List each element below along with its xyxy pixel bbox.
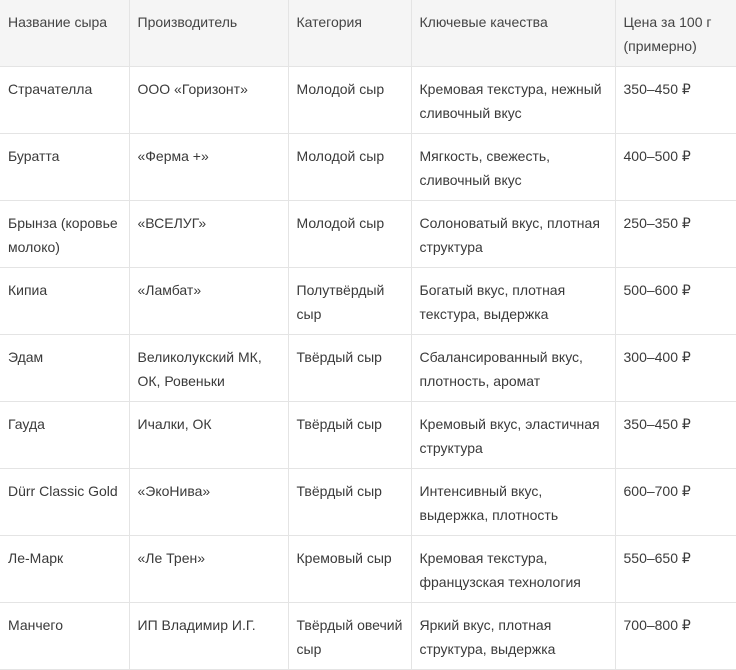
cell-key-qualities: Кремовый вкус, эластичная структура bbox=[411, 402, 615, 469]
cell-key-qualities: Кремовая текстура, нежный сливочный вкус bbox=[411, 67, 615, 134]
table-row bbox=[0, 402, 736, 469]
cell-category: Молодой сыр bbox=[288, 134, 411, 201]
cell-price: 250–350 ₽ bbox=[615, 201, 736, 268]
cell-producer: ООО «Горизонт» bbox=[129, 67, 288, 134]
table-row bbox=[0, 469, 736, 536]
cell-key-qualities: Мягкость, свежесть, сливочный вкус bbox=[411, 134, 615, 201]
cell-price: 700–800 ₽ bbox=[615, 603, 736, 670]
cell-category: Кремовый сыр bbox=[288, 536, 411, 603]
cell-category: Твёрдый овечий сыр bbox=[288, 603, 411, 670]
cell-cheese-name: Гауда bbox=[0, 402, 129, 469]
header-cheese-name: Название сыра bbox=[0, 0, 129, 67]
cell-cheese-name: Манчего bbox=[0, 603, 129, 670]
cell-price: 500–600 ₽ bbox=[615, 268, 736, 335]
cell-key-qualities: Сбалансированный вкус, плотность, аромат bbox=[411, 335, 615, 402]
cell-category: Твёрдый сыр bbox=[288, 402, 411, 469]
cell-producer: «ВСЕЛУГ» bbox=[129, 201, 288, 268]
cell-price: 550–650 ₽ bbox=[615, 536, 736, 603]
cell-category: Твёрдый сыр bbox=[288, 335, 411, 402]
cell-price: 350–450 ₽ bbox=[615, 67, 736, 134]
cell-price: 600–700 ₽ bbox=[615, 469, 736, 536]
table-row bbox=[0, 603, 736, 670]
cell-producer: «ЭкоНива» bbox=[129, 469, 288, 536]
cell-price: 300–400 ₽ bbox=[615, 335, 736, 402]
cell-cheese-name: Кипиа bbox=[0, 268, 129, 335]
table-row bbox=[0, 134, 736, 201]
cell-key-qualities: Богатый вкус, плотная текстура, выдержка bbox=[411, 268, 615, 335]
cell-key-qualities: Интенсивный вкус, выдержка, плотность bbox=[411, 469, 615, 536]
cell-producer: «Ле Трен» bbox=[129, 536, 288, 603]
cell-cheese-name: Страчателла bbox=[0, 67, 129, 134]
cell-cheese-name: Брынза (коровье молоко) bbox=[0, 201, 129, 268]
cell-cheese-name: Буратта bbox=[0, 134, 129, 201]
cell-category: Твёрдый сыр bbox=[288, 469, 411, 536]
table-row bbox=[0, 335, 736, 402]
cell-key-qualities: Яркий вкус, плотная структура, выдержка bbox=[411, 603, 615, 670]
cell-key-qualities: Кремовая текстура, французская технология bbox=[411, 536, 615, 603]
header-category: Категория bbox=[288, 0, 411, 67]
header-key-qualities: Ключевые качества bbox=[411, 0, 615, 67]
cell-key-qualities: Солоноватый вкус, плотная структура bbox=[411, 201, 615, 268]
cell-cheese-name: Ле-Марк bbox=[0, 536, 129, 603]
cell-cheese-name: Эдам bbox=[0, 335, 129, 402]
cell-cheese-name: Dürr Classic Gold bbox=[0, 469, 129, 536]
header-price: Цена за 100 г (примерно) bbox=[615, 0, 736, 67]
cell-producer: «Ферма +» bbox=[129, 134, 288, 201]
cell-category: Молодой сыр bbox=[288, 201, 411, 268]
cell-category: Молодой сыр bbox=[288, 67, 411, 134]
header-producer: Производитель bbox=[129, 0, 288, 67]
table-row bbox=[0, 201, 736, 268]
cell-producer: «Ламбат» bbox=[129, 268, 288, 335]
cell-price: 400–500 ₽ bbox=[615, 134, 736, 201]
cell-producer: ИП Владимир И.Г. bbox=[129, 603, 288, 670]
cell-price: 350–450 ₽ bbox=[615, 402, 736, 469]
table-row bbox=[0, 536, 736, 603]
cell-producer: Ичалки, ОК bbox=[129, 402, 288, 469]
cell-category: Полутвёрдый сыр bbox=[288, 268, 411, 335]
table-row bbox=[0, 67, 736, 134]
table-row bbox=[0, 268, 736, 335]
cell-producer: Великолукский МК, ОК, Ровеньки bbox=[129, 335, 288, 402]
table-header-row bbox=[0, 0, 736, 67]
